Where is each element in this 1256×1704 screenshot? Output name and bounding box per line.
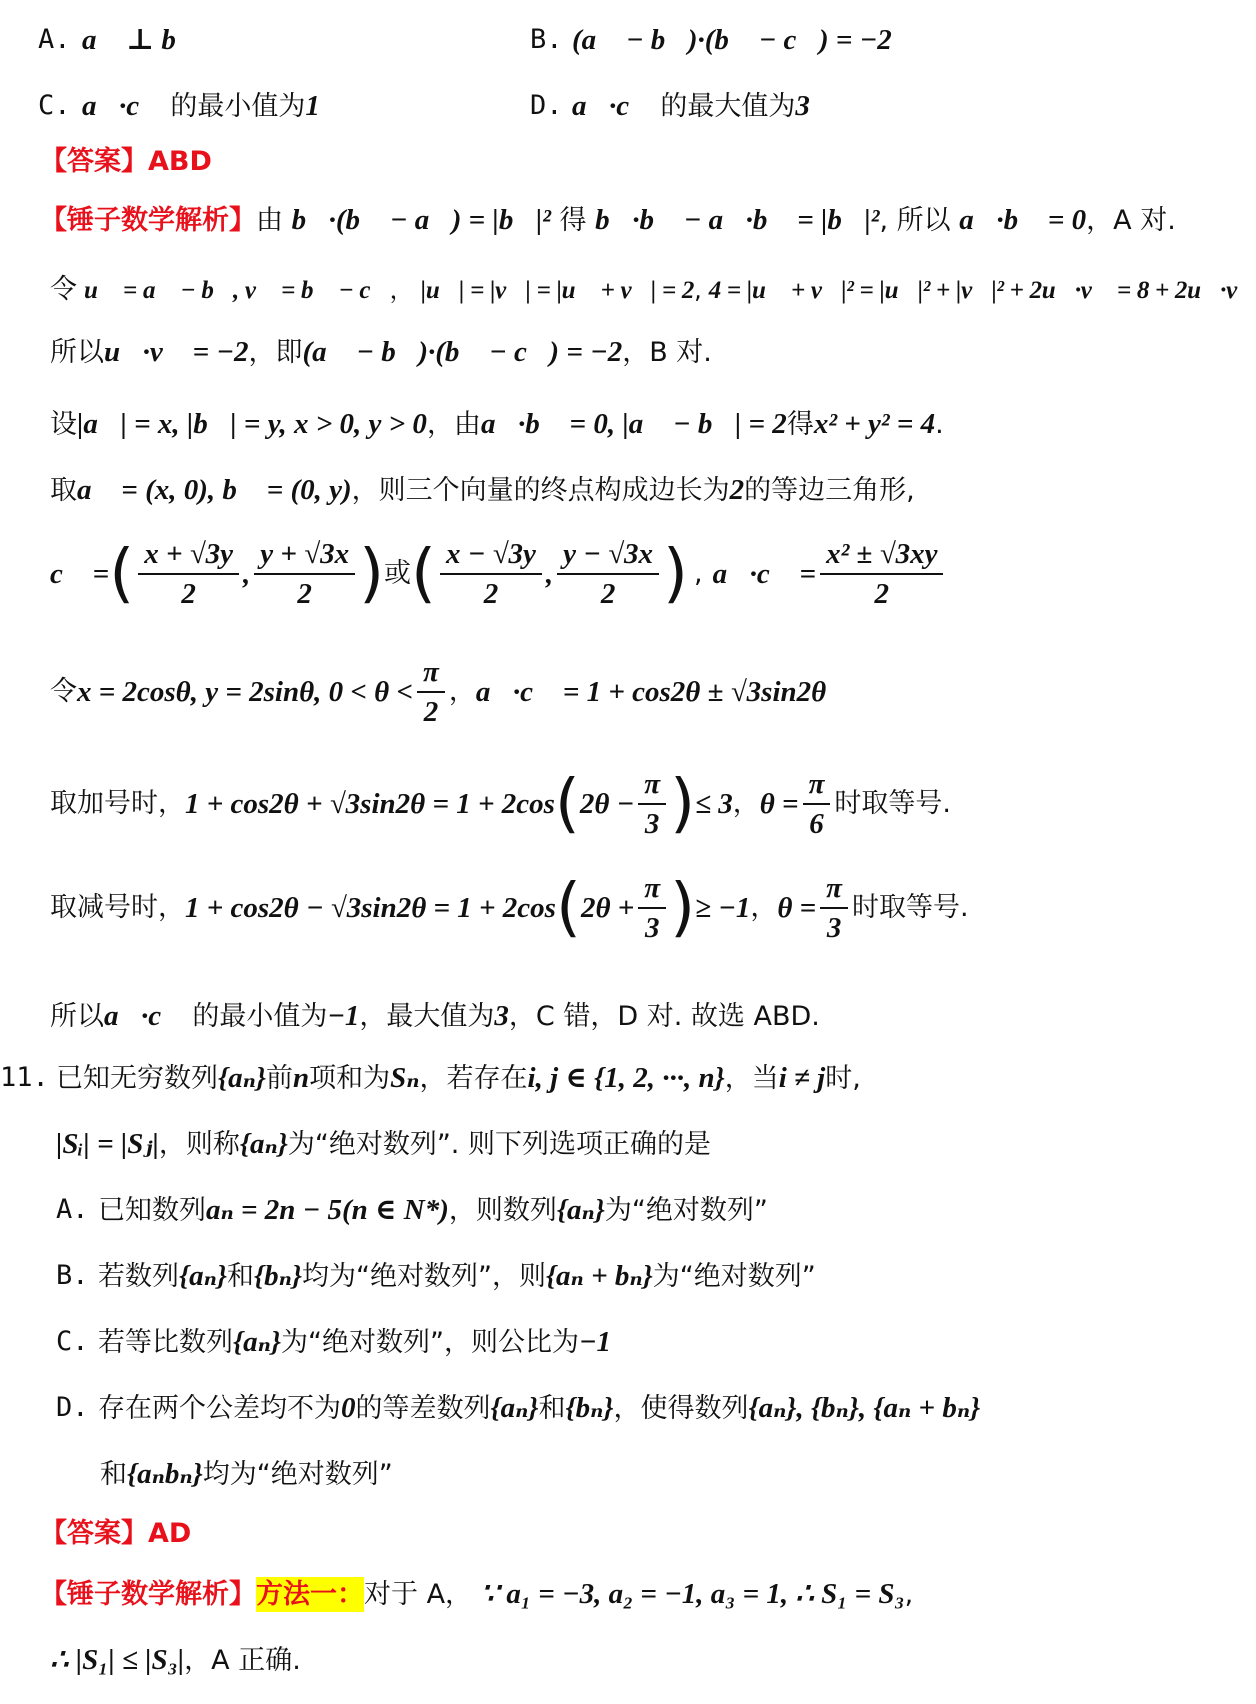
denominator: 2: [297, 578, 312, 610]
math-expr: {aₙ}, {bₙ}, {aₙ + bₙ}: [748, 1392, 981, 1424]
paren: (: [109, 537, 135, 611]
text: ，: [732, 788, 760, 819]
fraction: [820, 535, 943, 613]
text: 所以: [50, 1001, 104, 1032]
solution-tag: 【锤子数学解析】: [40, 205, 256, 236]
numerator: y − √3x: [557, 535, 659, 575]
math-expr: θ =: [759, 788, 799, 820]
text: ,: [904, 1579, 914, 1610]
text: ，由: [426, 409, 481, 440]
option-label: B.: [56, 1260, 89, 1291]
math-expr: ∴ |S₁| ≤ |S₃|: [50, 1644, 185, 1676]
text: 令: [50, 274, 77, 305]
text: 得: [786, 409, 814, 440]
denominator: 3: [644, 912, 660, 944]
text: ，A 正确.: [184, 1645, 301, 1676]
solution-line-8: [0, 756, 1080, 852]
text: ，: [750, 892, 778, 923]
text: ,: [694, 276, 702, 304]
paren: (: [554, 767, 580, 841]
text: 为“绝对数列”: [652, 1261, 816, 1292]
math-expr: |u⃗| = |v⃗| = |u⃗ + v⃗| = 2: [420, 277, 695, 304]
numerator: π: [803, 765, 831, 805]
text: 所以: [50, 337, 104, 368]
text: 由: [256, 205, 283, 236]
text: 设: [50, 409, 77, 440]
option-label: B.: [530, 24, 563, 55]
numerator: x² ± √3xy: [820, 535, 943, 575]
math-expr: {aₙ}: [179, 1260, 227, 1292]
math-expr: i, j ∈ {1, 2, ···, n}: [527, 1062, 725, 1094]
denominator: 2: [874, 578, 890, 610]
text: ，当: [724, 1063, 779, 1094]
math-expr: {bₙ}: [565, 1392, 614, 1424]
text: .: [935, 409, 944, 440]
text: 均为“绝对数列”，则: [301, 1261, 546, 1292]
solution-line-9: [0, 860, 1080, 956]
text: 时,: [825, 1063, 861, 1094]
fraction: [254, 535, 355, 613]
math-expr: x = 2cosθ, y = 2sinθ, 0 < θ <: [77, 676, 414, 708]
denominator: 2: [483, 578, 499, 610]
numerator: π: [417, 653, 445, 693]
text: 和: [100, 1459, 127, 1490]
fraction: [557, 535, 659, 613]
denominator: 3: [826, 912, 842, 944]
question-number: 11.: [0, 1062, 49, 1093]
answer-tag: 【答案】: [40, 1518, 148, 1549]
math-expr: u⃗·v⃗ = −2: [104, 336, 249, 368]
text: 的最小值为: [192, 1001, 328, 1032]
paren: ): [663, 537, 688, 611]
math-expr: a⃗·b⃗ = 0, |a⃗ − b⃗| = 2: [480, 408, 787, 440]
text: 的等差数列: [355, 1393, 491, 1424]
text: 项和为: [309, 1063, 391, 1094]
option-text: 的最小值为: [170, 91, 306, 122]
math-expr: |a⃗| = x, |b⃗| = y, x > 0, y > 0: [77, 408, 427, 440]
option-text: 的最大值为: [660, 91, 796, 122]
text: , 所以: [879, 205, 951, 236]
solution-line-7: [0, 650, 1080, 734]
math-expr: u⃗ = a⃗ − b⃗, v⃗ = b⃗ − c⃗: [84, 277, 390, 304]
paren: ): [359, 537, 385, 611]
text: ，则数列: [448, 1195, 557, 1226]
numerator: y + √3x: [254, 535, 355, 575]
math-expr: 1 + cos2θ − √3sin2θ = 1 + 2cos: [185, 892, 556, 924]
fraction: [803, 765, 831, 843]
fraction: [638, 765, 666, 843]
math-expr: {aₙ}: [218, 1062, 266, 1094]
text: ，则称: [158, 1129, 240, 1160]
text: 和: [226, 1261, 254, 1292]
denominator: 2: [181, 578, 196, 610]
text: ，: [448, 676, 476, 707]
text: 已知数列: [98, 1195, 206, 1226]
answer-value: AD: [148, 1518, 192, 1549]
text: 前: [265, 1063, 293, 1094]
denominator: 6: [809, 808, 824, 840]
text: 对于 A，: [364, 1579, 473, 1610]
text: 的等边三角形,: [744, 475, 915, 506]
math-expr: ≥ −1: [695, 892, 751, 924]
fraction: [440, 535, 542, 613]
math-expr: {aₙ}: [233, 1326, 281, 1358]
solution-line-6: c⃗ = ( $\frac{x + √3y}{2}$ , $\frac{y + √3x}{2}$ ) 或 ( $\frac{x - √3y}{2}$ , $\frac{y - √3x}{2}$ ) , a⃗·c⃗ = $\frac{\text{x² ± √3xy}}{2}$: [0, 526, 1080, 622]
text: ，使得数列: [613, 1393, 749, 1424]
text: 若数列: [98, 1261, 179, 1292]
math-expr: {bₙ}: [253, 1260, 302, 1292]
numerator: x + √3y: [138, 535, 239, 575]
paren: (: [555, 871, 581, 945]
numerator: π: [638, 765, 666, 805]
text: 取: [50, 475, 77, 506]
text: ，C 错，D 对. 故选 ABD.: [508, 1001, 820, 1032]
text: 存在两个公差均不为: [98, 1393, 341, 1424]
math-expr: a⃗·c⃗ = 1 + cos2θ ± √3sin2θ: [475, 676, 827, 708]
text: 为“绝对数列”. 则下列选项正确的是: [287, 1129, 711, 1160]
math-expr: −1: [578, 1326, 612, 1358]
math-expr: c⃗ =: [50, 558, 110, 590]
option-label: D.: [56, 1392, 89, 1423]
numerator: π: [638, 869, 666, 909]
text: 得: [559, 205, 587, 236]
math-expr: b⃗·b⃗ − a⃗·b⃗ = |b⃗|²: [595, 204, 880, 236]
numerator: π: [820, 869, 848, 909]
option-math: a⃗ ⊥ b⃗: [82, 24, 199, 56]
math-expr: |Sᵢ| = |Sⱼ|: [56, 1128, 159, 1160]
numerator: x − √3y: [440, 535, 542, 575]
text: ，B 对.: [622, 337, 712, 368]
option-value: 3: [795, 90, 810, 122]
math-expr: 2θ −: [579, 788, 635, 820]
paren: ): [670, 767, 696, 841]
text: 若等比数列: [98, 1327, 233, 1358]
text: 时取等号.: [852, 892, 969, 923]
text: ，即: [248, 337, 303, 368]
math-expr: −1: [327, 1000, 360, 1032]
text: ，最大值为: [359, 1001, 495, 1032]
option-math: (a⃗ − b⃗)·(b⃗ − c⃗) = −2: [572, 24, 892, 56]
math-expr: {aₙ}: [239, 1128, 288, 1160]
text: 时取等号.: [834, 788, 951, 819]
text: 已知无穷数列: [56, 1063, 218, 1094]
math-expr: 3: [494, 1000, 509, 1032]
math-expr: x² + y² = 4: [813, 408, 936, 440]
option-label: C.: [38, 90, 71, 121]
math-expr: i ≠ j: [778, 1062, 826, 1094]
fraction: [138, 535, 239, 613]
text: 和: [538, 1393, 566, 1424]
math-expr: 2: [729, 474, 745, 506]
option-label: D.: [530, 90, 563, 121]
math-expr: Sₙ: [390, 1062, 420, 1094]
math-expr: 0: [341, 1392, 356, 1424]
math-expr: {aₙbₙ}: [127, 1458, 203, 1490]
text: ，若存在: [419, 1063, 528, 1094]
math-expr: ∵ a₁ = −3, a₂ = −1, a₃ = 1, ∴ S₁ = S₃: [480, 1578, 905, 1610]
text: 或: [384, 558, 412, 589]
answer-value: ABD: [148, 146, 212, 177]
denominator: 2: [600, 578, 616, 610]
math-expr: ≤ 3: [695, 788, 733, 820]
math-expr: (a⃗ − b⃗)·(b⃗ − c⃗) = −2: [302, 336, 623, 368]
math-expr: 4 = |u⃗ + v⃗|² = |u⃗|² + |v⃗|² + 2u⃗·v⃗ = 8 + 2u⃗·v⃗: [708, 277, 1256, 304]
text: ，: [389, 276, 414, 304]
math-expr: a⃗·c⃗ =: [712, 558, 817, 590]
paren: ): [670, 871, 696, 945]
math-expr: b⃗·(b⃗ − a⃗) = |b⃗|²: [291, 204, 551, 236]
denominator: 2: [423, 696, 439, 728]
math-expr: a⃗·c⃗: [104, 1000, 184, 1032]
text: 取加号时，: [50, 788, 185, 819]
option-label: C.: [56, 1326, 89, 1357]
text: 令: [50, 676, 77, 707]
math-expr: {aₙ}: [490, 1392, 539, 1424]
math-expr: a⃗ = (x, 0), b⃗ = (0, y): [77, 474, 352, 506]
fraction: [417, 653, 445, 731]
math-expr: a⃗·b⃗ = 0: [959, 204, 1087, 236]
math-expr: θ =: [777, 892, 817, 924]
math-expr: {aₙ + bₙ}: [545, 1260, 653, 1292]
math-expr: aₙ = 2n − 5(n ∈ N*): [206, 1194, 449, 1226]
text: ，则三个向量的终点构成边长为: [351, 475, 730, 506]
method-highlight: 方法一：: [256, 1579, 364, 1610]
option-label: A.: [38, 24, 71, 55]
math-expr: n: [292, 1062, 310, 1094]
text: 取减号时，: [50, 892, 185, 923]
option-math: a⃗·c⃗: [82, 90, 162, 122]
text: 均为“绝对数列”: [202, 1459, 393, 1490]
text: ，A 对.: [1086, 205, 1176, 236]
math-expr: 1 + cos2θ + √3sin2θ = 1 + 2cos: [185, 788, 555, 820]
math-expr: 2θ +: [580, 892, 635, 924]
denominator: 3: [644, 808, 660, 840]
math-expr: {aₙ}: [556, 1194, 605, 1226]
option-value: 1: [305, 90, 320, 122]
fraction: [638, 869, 666, 947]
text: 为“绝对数列”: [604, 1195, 768, 1226]
answer-tag: 【答案】: [40, 146, 148, 177]
solution-tag: 【锤子数学解析】: [40, 1579, 256, 1610]
option-label: A.: [56, 1194, 89, 1225]
option-math: a⃗·c⃗: [572, 90, 652, 122]
paren: (: [411, 537, 436, 611]
text: 为“绝对数列”，则公比为: [280, 1327, 579, 1358]
fraction: [820, 869, 848, 947]
